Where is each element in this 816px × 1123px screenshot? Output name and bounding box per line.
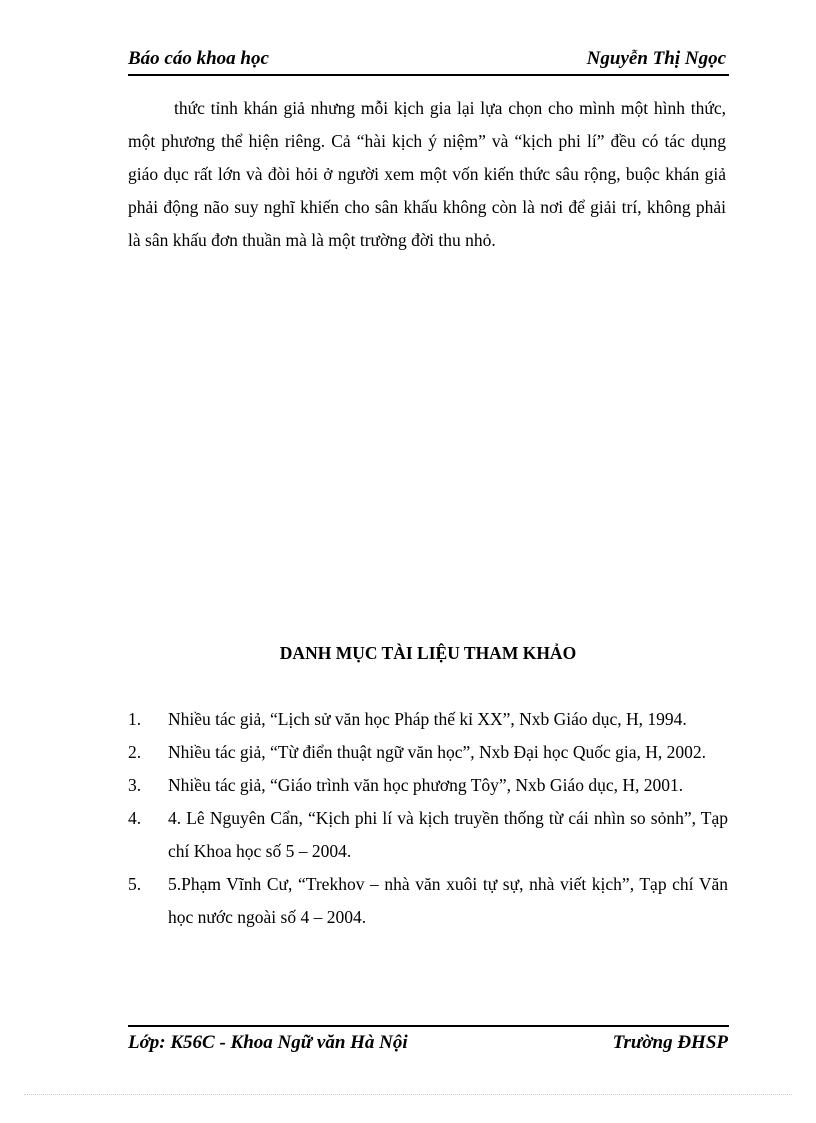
reference-item [128, 868, 728, 934]
header-report-title: Báo cáo khoa học [128, 48, 269, 69]
reference-text: Nhiều tác giả, “Lịch sử văn học Pháp thế kỉ XX”, Nxb Giáo dục, H, 1994. [168, 709, 687, 729]
reference-number: 3. [128, 775, 142, 795]
reference-number: 4. [128, 808, 142, 828]
reference-text: Nhiều tác giả, “Từ điển thuật ngữ văn học”, Nxb Đại học Quốc gia, H, 2002. [168, 742, 706, 762]
reference-item [128, 769, 728, 802]
reference-text: 4. Lê Nguyên Cẩn, “Kịch phi lí và kịch truyền thống từ cái nhìn so sỏnh”, Tạp chí Khoa học số 5 – 2004. [168, 808, 728, 861]
reference-number: 5. [128, 874, 142, 894]
reference-text: 5.Phạm Vĩnh Cư, “Trekhov – nhà văn xuôi tự sự, nhà viết kịch”, Tạp chí Văn học nước ngoài số 4 – 2004. [168, 874, 728, 927]
page-bottom-edge [24, 1094, 792, 1095]
reference-text: Nhiều tác giả, “Giáo trình văn học phương Tôy”, Nxb Giáo dục, H, 2001. [168, 775, 684, 795]
reference-item [128, 802, 728, 868]
header-divider [128, 74, 729, 76]
footer-school: Trường ĐHSP [612, 1032, 728, 1053]
reference-number: 1. [128, 709, 142, 729]
footer-divider [128, 1025, 729, 1027]
page-header [128, 48, 728, 76]
reference-item [128, 703, 728, 736]
footer-class-info: Lớp: K56C - Khoa Ngữ văn Hà Nội [128, 1032, 408, 1053]
header-author-name: Nguyễn Thị Ngọc [586, 48, 726, 69]
reference-item [128, 736, 728, 769]
body-paragraph: thức tỉnh khán giả nhưng mỗi kịch gia lại lựa chọn cho mình một hình thức, một phương thể hiện riêng. Cả “hài kịch ý niệm” và “kịch phi lí” đều có tác dụng giáo dục rất lớn và đòi hỏi ở người xem một vốn kiến thức sâu rộng, buộc khán giả phải động não suy nghĩ khiến cho sân khấu không còn là nơi để giải trí, không phải là sân khấu đơn thuần mà là một trường đời thu nhỏ. [128, 98, 726, 250]
references-list [128, 703, 728, 934]
references-title: DANH MỤC TÀI LIỆU THAM KHẢO [279, 643, 577, 663]
reference-number: 2. [128, 742, 142, 762]
